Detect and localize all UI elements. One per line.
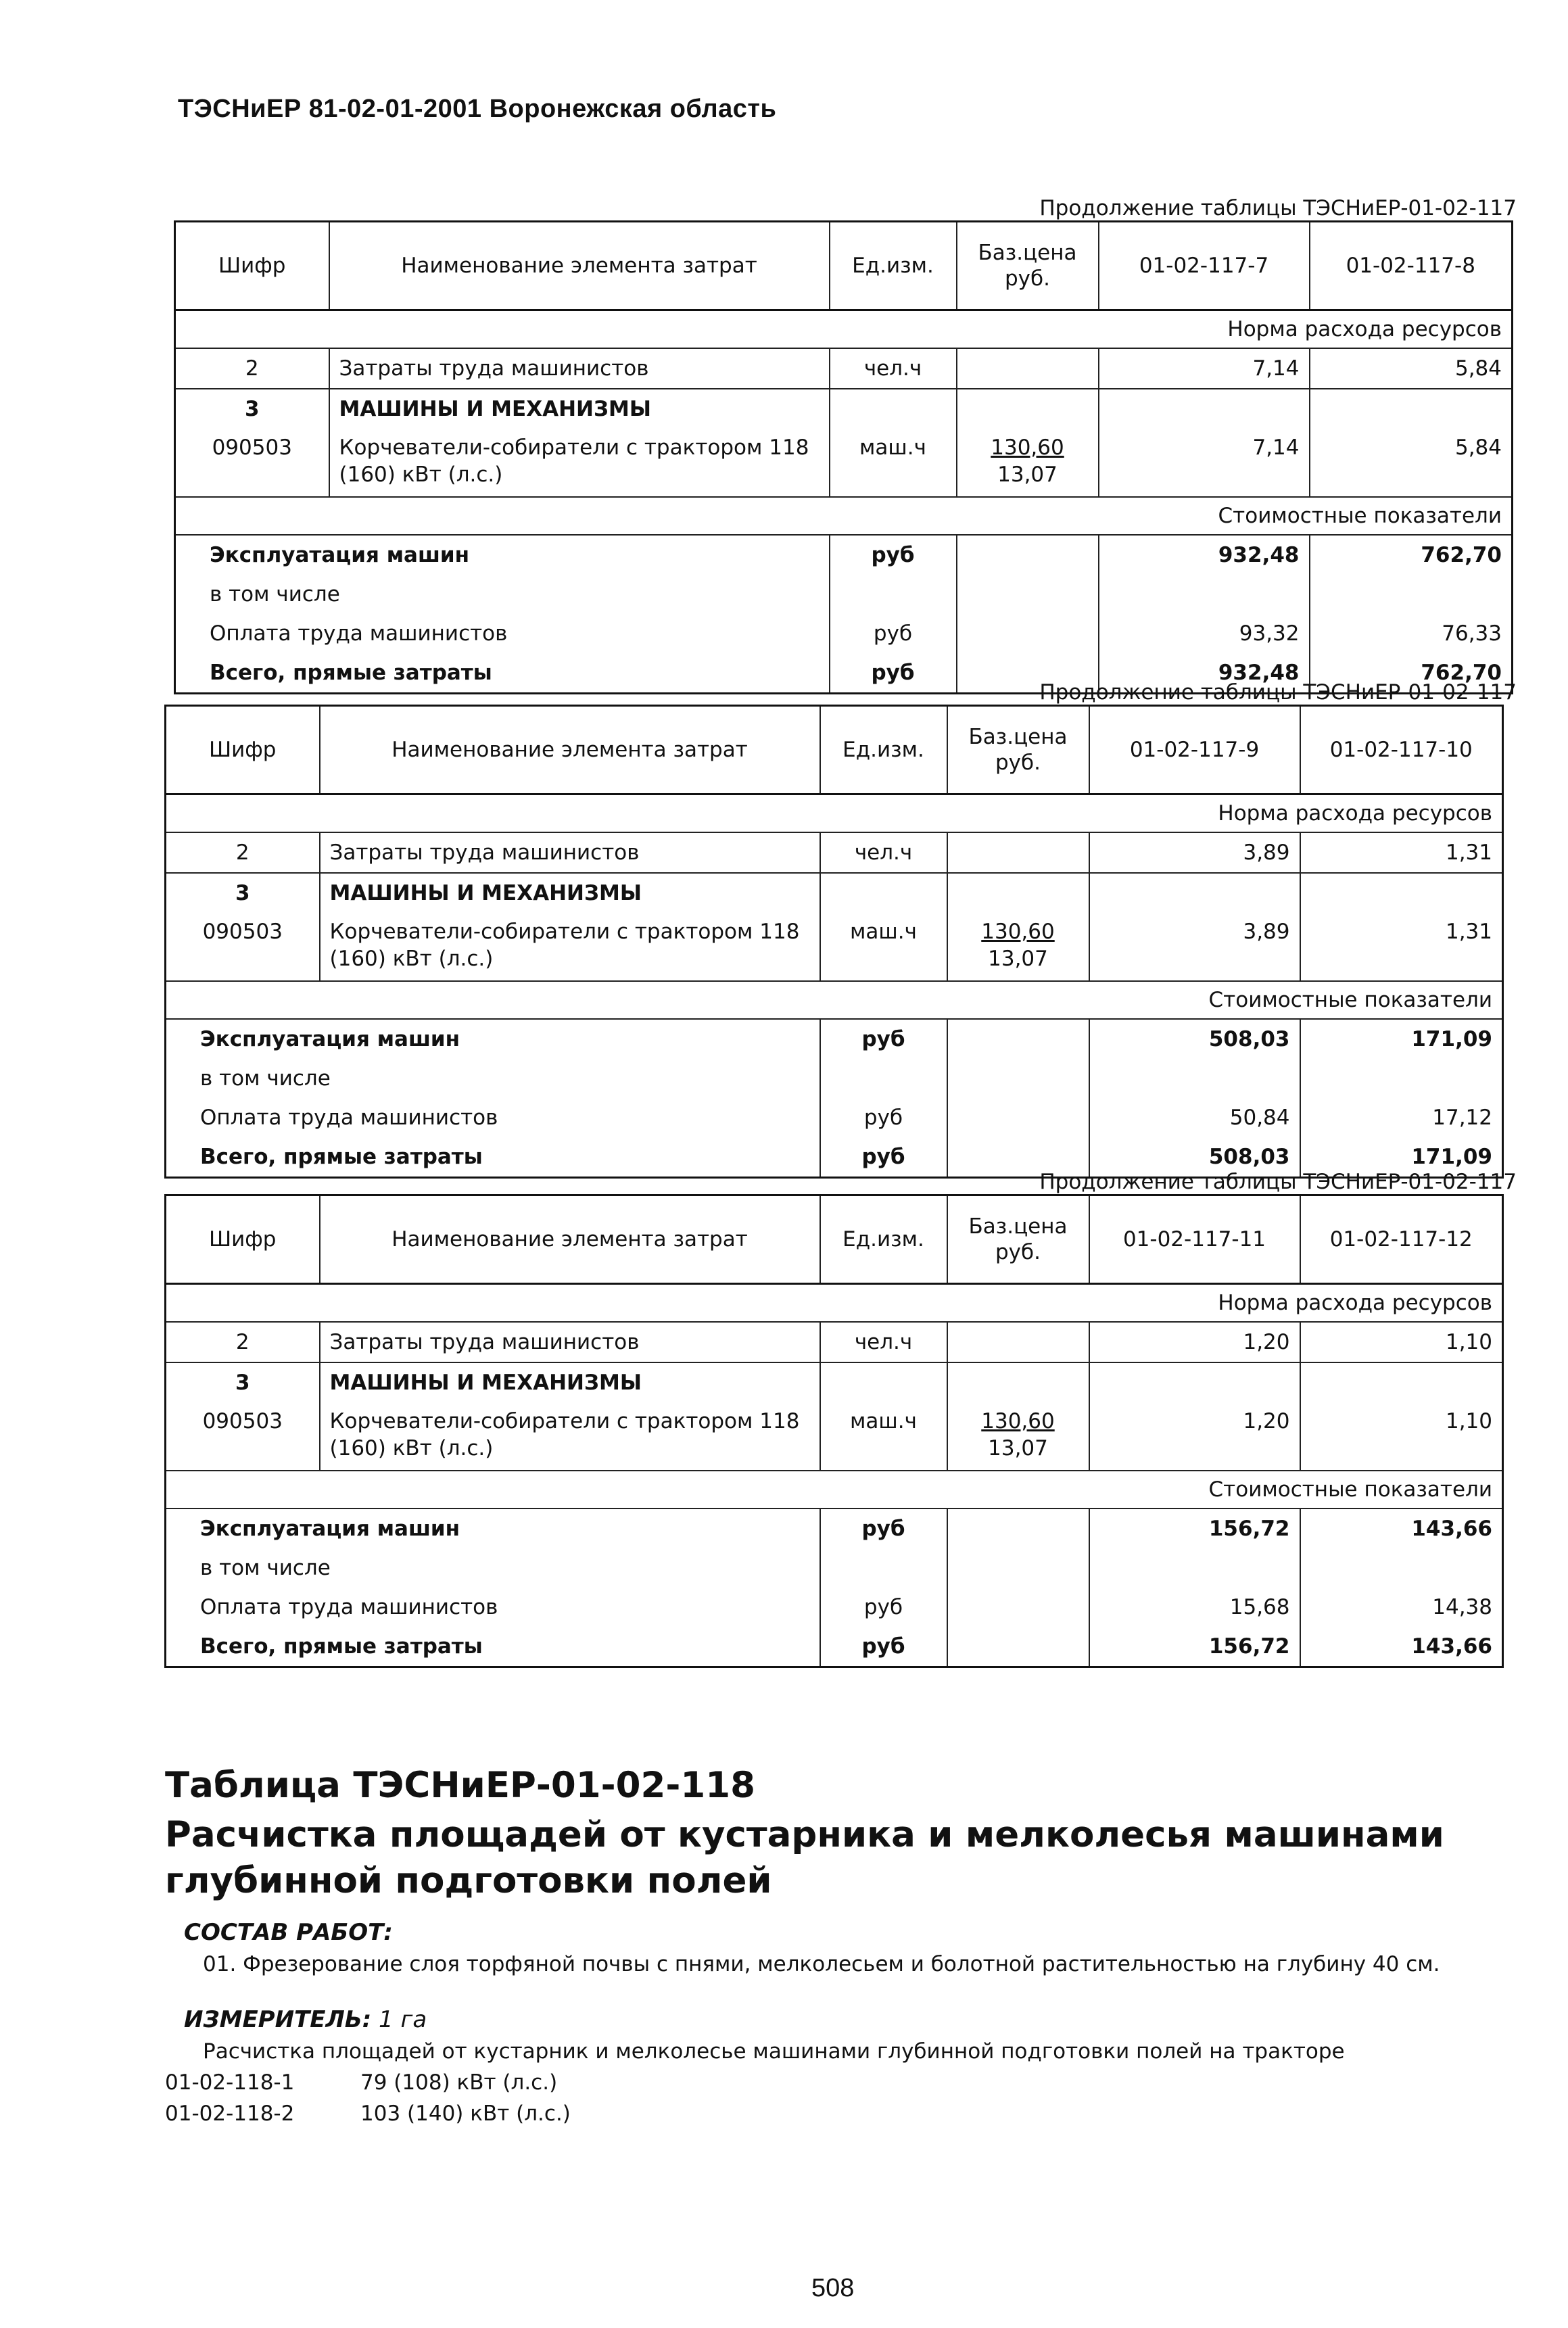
row-code: 2 — [166, 832, 320, 873]
table-header-row — [166, 1195, 1503, 1284]
row-unit: руб — [830, 535, 957, 575]
row-name: Затраты труда машинистов — [329, 348, 830, 389]
row-price — [947, 873, 1089, 913]
row-value-b: 17,12 — [1300, 1098, 1503, 1137]
col-header-code-b: 01-02-117-12 — [1300, 1195, 1503, 1284]
row-value-b: 171,09 — [1300, 1019, 1503, 1059]
price-total: 130,60 — [981, 1409, 1055, 1433]
row-unit: руб — [820, 1509, 947, 1548]
col-header-name: Наименование элемента затрат — [320, 1195, 820, 1284]
row-name: Корчеватели-собиратели с трактором 118 (160) кВт (л.с.) — [320, 1402, 820, 1471]
row-value-a: 50,84 — [1089, 1098, 1300, 1137]
row-value-b: 1,10 — [1300, 1402, 1503, 1471]
col-header-code-b: 01-02-117-8 — [1310, 222, 1513, 310]
row-code: 3 — [235, 1371, 250, 1395]
row-price — [947, 1322, 1089, 1362]
table-row — [175, 429, 1513, 497]
measure-label: ИЗМЕРИТЕЛЬ: — [184, 2006, 372, 2033]
table-row — [166, 1059, 1503, 1098]
row-value-b: 5,84 — [1310, 348, 1513, 389]
row-unit: маш.ч — [820, 913, 947, 981]
row-price — [957, 535, 1099, 575]
row-value-a: 3,89 — [1089, 832, 1300, 873]
cost-section-label: Стоимостные показатели — [166, 981, 1503, 1019]
norm-section-label: Норма расхода ресурсов — [175, 310, 1513, 349]
row-value-b — [1300, 1548, 1503, 1588]
code-description: 79 (108) кВт (л.с.) — [360, 2070, 558, 2095]
table-row — [166, 1509, 1503, 1548]
resource-table — [164, 1194, 1504, 1668]
row-value-a — [1089, 1059, 1300, 1098]
norm-section-row — [166, 794, 1503, 833]
row-price — [947, 1402, 1089, 1471]
row-unit: руб — [820, 1019, 947, 1059]
table-row — [166, 1362, 1503, 1402]
row-code: 090503 — [202, 1409, 283, 1433]
row-price — [957, 614, 1099, 653]
row-price — [947, 1588, 1089, 1627]
col-header-price: Баз.цена руб. — [947, 706, 1089, 794]
norm-section-row — [175, 310, 1513, 349]
row-value-b — [1300, 1059, 1503, 1098]
row-name: в том числе — [210, 582, 340, 607]
table-continuation-note: Продолжение таблицы ТЭСНиЕР-01-02-117 — [1039, 680, 1517, 705]
row-value-a — [1099, 575, 1310, 614]
row-code: 2 — [175, 348, 329, 389]
row-name: Всего, прямые затраты — [166, 1137, 820, 1178]
row-name: Всего, прямые затраты — [175, 653, 830, 694]
row-price — [947, 1362, 1089, 1402]
table-row — [166, 1019, 1503, 1059]
row-value-b: 1,31 — [1300, 832, 1503, 873]
cost-section-label: Стоимостные показатели — [175, 497, 1513, 535]
row-value-b — [1310, 389, 1513, 429]
row-price — [947, 1098, 1089, 1137]
row-name: Корчеватели-собиратели с трактором 118 (160) кВт (л.с.) — [329, 429, 830, 497]
cost-section-row — [166, 1471, 1503, 1509]
cost-section-row — [175, 497, 1513, 535]
row-code: 090503 — [202, 920, 283, 944]
table-row — [166, 1098, 1503, 1137]
col-header-code-a: 01-02-117-11 — [1089, 1195, 1300, 1284]
row-value-a: 508,03 — [1089, 1019, 1300, 1059]
work-composition-item: 01. Фрезерование слоя торфяной почвы с пнями, мелколесьем и болотной растительностью на глубину 40 см. — [203, 1952, 1440, 1976]
table-row — [166, 1588, 1503, 1627]
row-value-b: 76,33 — [1310, 614, 1513, 653]
row-value-a: 932,48 — [1099, 653, 1310, 694]
row-value-b — [1300, 1362, 1503, 1402]
row-value-a: 15,68 — [1089, 1588, 1300, 1627]
row-name: Эксплуатация машин — [200, 1517, 460, 1541]
col-header-name: Наименование элемента затрат — [320, 706, 820, 794]
row-value-a: 508,03 — [1089, 1137, 1300, 1178]
row-price — [957, 348, 1099, 389]
norm-section-row — [166, 1284, 1503, 1323]
table-row — [166, 1548, 1503, 1588]
table-row — [175, 389, 1513, 429]
page-number: 508 — [811, 2274, 855, 2302]
table-row — [175, 575, 1513, 614]
row-unit: маш.ч — [830, 429, 957, 497]
norm-section-label: Норма расхода ресурсов — [166, 1284, 1503, 1323]
section-subtitle: Расчистка площадей от кустарника и мелколесья машинами глубинной подготовки полей — [165, 1814, 1444, 1901]
col-header-price: Баз.цена руб. — [957, 222, 1099, 310]
row-code: 3 — [235, 881, 250, 905]
row-value-b: 171,09 — [1300, 1137, 1503, 1178]
row-value-a: 1,20 — [1089, 1402, 1300, 1471]
row-unit — [830, 575, 957, 614]
col-header-unit: Ед.изм. — [820, 706, 947, 794]
table-row — [166, 873, 1503, 913]
row-unit: маш.ч — [820, 1402, 947, 1471]
row-unit: руб — [830, 614, 957, 653]
section-description: Расчистка площадей от кустарник и мелколесье машинами глубинной подготовки полей на тракторе — [203, 2039, 1345, 2064]
col-header-unit: Ед.изм. — [820, 1195, 947, 1284]
price-total: 130,60 — [991, 435, 1064, 460]
col-header-shifr: Шифр — [166, 1195, 320, 1284]
resource-table — [174, 220, 1513, 694]
row-name: Всего, прямые затраты — [166, 1627, 820, 1667]
row-name: Затраты труда машинистов — [320, 832, 820, 873]
table-row — [166, 1322, 1503, 1362]
row-price — [947, 1548, 1089, 1588]
resource-table — [164, 705, 1504, 1179]
cost-section-label: Стоимостные показатели — [166, 1471, 1503, 1509]
row-unit — [820, 873, 947, 913]
row-value-b: 1,10 — [1300, 1322, 1503, 1362]
row-code: 2 — [166, 1322, 320, 1362]
table-header-row — [166, 706, 1503, 794]
row-price — [947, 1059, 1089, 1098]
row-value-b — [1310, 575, 1513, 614]
row-price — [947, 1509, 1089, 1548]
col-header-shifr: Шифр — [175, 222, 329, 310]
table-header-row — [175, 222, 1513, 310]
row-value-a: 3,89 — [1089, 913, 1300, 981]
row-unit: руб — [820, 1098, 947, 1137]
row-value-b: 762,70 — [1310, 653, 1513, 694]
row-name: Оплата труда машинистов — [210, 621, 508, 646]
row-name: Эксплуатация машин — [200, 1027, 460, 1051]
col-header-name: Наименование элемента затрат — [329, 222, 830, 310]
row-value-b — [1300, 873, 1503, 913]
row-value-a: 1,20 — [1089, 1322, 1300, 1362]
row-name: Оплата труда машинистов — [200, 1595, 498, 1619]
price-total: 130,60 — [981, 920, 1055, 944]
section-title: Таблица ТЭСНиЕР-01-02-118 — [165, 1765, 755, 1806]
row-value-a: 93,32 — [1099, 614, 1310, 653]
row-unit: чел.ч — [830, 348, 957, 389]
row-price — [957, 575, 1099, 614]
row-price — [947, 832, 1089, 873]
measure-line — [184, 2006, 427, 2033]
row-name: Затраты труда машинистов — [320, 1322, 820, 1362]
table-row — [175, 535, 1513, 575]
row-code: 090503 — [212, 435, 292, 460]
row-name: Оплата труда машинистов — [200, 1106, 498, 1130]
norm-section-label: Норма расхода ресурсов — [166, 794, 1503, 833]
row-name: в том числе — [200, 1556, 331, 1580]
price-labor: 13,07 — [988, 947, 1048, 971]
row-value-a — [1099, 389, 1310, 429]
measure-value: 1 га — [379, 2006, 427, 2033]
row-value-a: 7,14 — [1099, 348, 1310, 389]
document-header: ТЭСНиЕР 81-02-01-2001 Воронежская область — [178, 95, 777, 123]
row-unit: чел.ч — [820, 832, 947, 873]
table-row — [166, 1627, 1503, 1667]
table-row — [166, 832, 1503, 873]
price-labor: 13,07 — [988, 1436, 1048, 1460]
table-row — [175, 348, 1513, 389]
row-price — [957, 429, 1099, 497]
row-value-b: 762,70 — [1310, 535, 1513, 575]
row-value-b: 5,84 — [1310, 429, 1513, 497]
row-unit: руб — [820, 1627, 947, 1667]
row-value-b: 143,66 — [1300, 1509, 1503, 1548]
row-unit: чел.ч — [820, 1322, 947, 1362]
row-unit — [820, 1362, 947, 1402]
col-header-unit: Ед.изм. — [830, 222, 957, 310]
row-unit — [820, 1548, 947, 1588]
col-header-price: Баз.цена руб. — [947, 1195, 1089, 1284]
row-unit: руб — [830, 653, 957, 694]
row-value-a: 7,14 — [1099, 429, 1310, 497]
row-unit: руб — [820, 1588, 947, 1627]
row-value-a: 156,72 — [1089, 1627, 1300, 1667]
price-labor: 13,07 — [997, 462, 1058, 487]
row-name: Корчеватели-собиратели с трактором 118 (160) кВт (л.с.) — [320, 913, 820, 981]
row-value-a — [1089, 1548, 1300, 1588]
row-unit: руб — [820, 1137, 947, 1178]
row-unit — [830, 389, 957, 429]
col-header-code-a: 01-02-117-7 — [1099, 222, 1310, 310]
table-continuation-note: Продолжение таблицы ТЭСНиЕР-01-02-117 — [1039, 196, 1517, 220]
row-name: МАШИНЫ И МЕХАНИЗМЫ — [329, 389, 830, 429]
row-value-b: 1,31 — [1300, 913, 1503, 981]
table-row — [175, 614, 1513, 653]
row-name: МАШИНЫ И МЕХАНИЗМЫ — [320, 873, 820, 913]
row-value-a: 932,48 — [1099, 535, 1310, 575]
col-header-code-a: 01-02-117-9 — [1089, 706, 1300, 794]
code-number: 01-02-118-2 — [165, 2101, 295, 2126]
row-name: в том числе — [200, 1066, 331, 1091]
row-unit — [820, 1059, 947, 1098]
row-code: 3 — [244, 397, 260, 421]
row-value-b: 14,38 — [1300, 1588, 1503, 1627]
row-price — [957, 389, 1099, 429]
work-composition-label: СОСТАВ РАБОТ: — [184, 1919, 393, 1946]
row-name: Эксплуатация машин — [210, 543, 470, 567]
table-continuation-note: Продолжение таблицы ТЭСНиЕР-01-02-117 — [1039, 1170, 1517, 1194]
row-price — [947, 913, 1089, 981]
code-number: 01-02-118-1 — [165, 2070, 295, 2095]
table-row — [166, 913, 1503, 981]
row-name: МАШИНЫ И МЕХАНИЗМЫ — [320, 1362, 820, 1402]
row-value-a — [1089, 1362, 1300, 1402]
row-price — [947, 1627, 1089, 1667]
row-price — [947, 1019, 1089, 1059]
cost-section-row — [166, 981, 1503, 1019]
row-value-a: 156,72 — [1089, 1509, 1300, 1548]
col-header-code-b: 01-02-117-10 — [1300, 706, 1503, 794]
row-value-a — [1089, 873, 1300, 913]
row-value-b: 143,66 — [1300, 1627, 1503, 1667]
code-description: 103 (140) кВт (л.с.) — [360, 2101, 571, 2126]
col-header-shifr: Шифр — [166, 706, 320, 794]
table-row — [166, 1402, 1503, 1471]
